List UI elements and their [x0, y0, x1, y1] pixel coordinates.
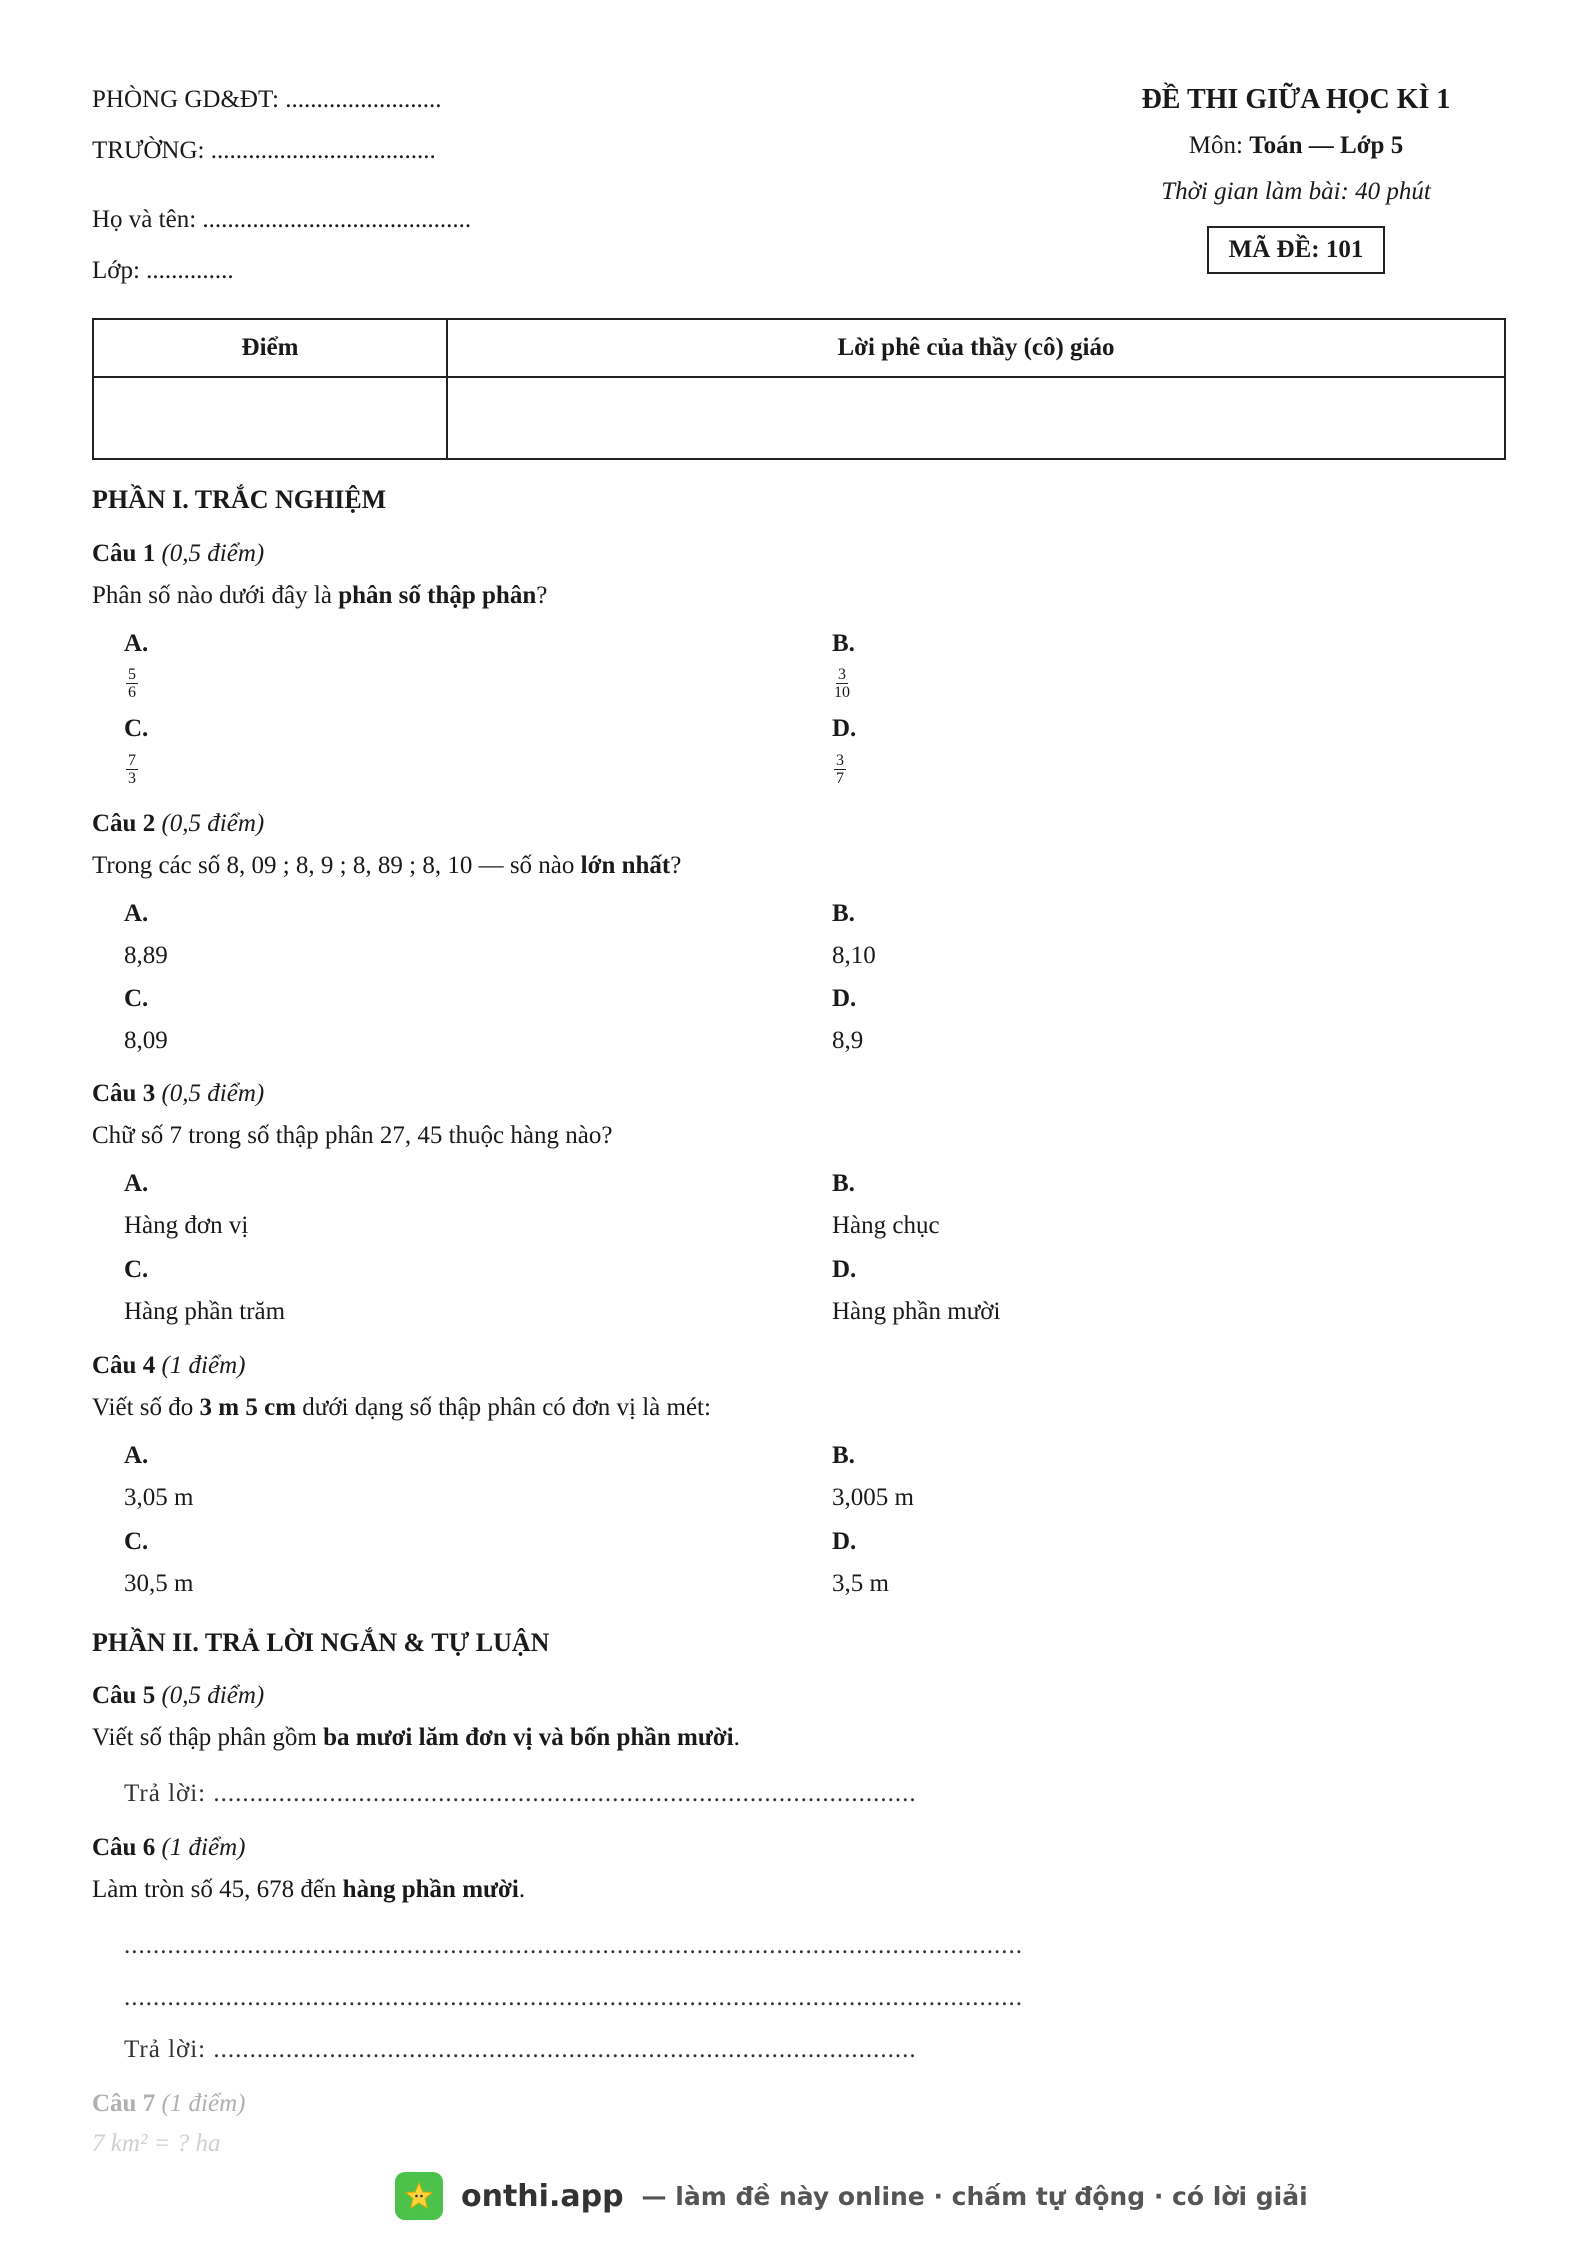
q1-text-post: ? [536, 582, 548, 609]
q5-points: (0,5 điểm) [161, 1682, 265, 1709]
q4-text-post: dưới dạng số thập phân có đơn vị là mét: [296, 1394, 711, 1421]
q2-option-a-label[interactable]: A. [124, 900, 149, 927]
subject-line [1086, 132, 1506, 160]
q3-option-a-label[interactable]: A. [124, 1170, 149, 1197]
q7-label: Câu 7 [92, 2090, 156, 2117]
q6-work-line-1[interactable]: ............................................................................................................................ [124, 1932, 1023, 1959]
q3-option-b-value: Hàng chục [832, 1212, 940, 1239]
fraction-denominator: 10 [834, 684, 850, 701]
exam-code-wrap [1086, 226, 1506, 274]
q4-option-d-label[interactable]: D. [832, 1528, 857, 1555]
grade-col-header: Điểm [93, 319, 447, 377]
q1-option-b-label[interactable]: B. [832, 630, 855, 657]
q6-heading [92, 1834, 245, 1862]
fraction-denominator: 3 [128, 770, 136, 787]
q6-label: Câu 6 [92, 1834, 156, 1861]
grade-cell[interactable] [93, 377, 447, 459]
q4-option-b-label[interactable]: B. [832, 1442, 855, 1469]
q2-text [92, 852, 681, 880]
fraction-denominator: 6 [128, 684, 136, 701]
subject-value: Toán — Lớp 5 [1249, 132, 1404, 159]
fraction-numerator: 7 [128, 752, 136, 769]
q4-option-c-label[interactable]: C. [124, 1528, 149, 1555]
q2-text-post: ? [670, 852, 682, 879]
star-icon [395, 2172, 443, 2220]
q3-option-d-label[interactable]: D. [832, 1256, 857, 1283]
fraction-numerator: 5 [128, 666, 136, 683]
part1-title: PHẦN I. TRẮC NGHIỆM [92, 485, 387, 514]
footer-content[interactable] [395, 2172, 1308, 2220]
ho-ten-field: Họ và tên: ........................................... [92, 206, 472, 233]
q1-option-b-value [834, 666, 850, 701]
q5-label: Câu 5 [92, 1682, 156, 1709]
q5-heading [92, 1682, 264, 1710]
q3-label: Câu 3 [92, 1080, 156, 1107]
time-line [1086, 178, 1506, 206]
q4-text-bold: 3 m 5 cm [199, 1394, 297, 1421]
q1-text-pre: Phân số nào dưới đây là [92, 582, 339, 609]
q2-text-pre: Trong các số 8, 09 ; 8, 9 ; 8, 89 ; 8, 10 — số nào [92, 852, 581, 879]
q3-option-b-label[interactable]: B. [832, 1170, 855, 1197]
q2-option-d-label[interactable]: D. [832, 985, 857, 1012]
q5-text-post: . [733, 1724, 740, 1751]
truong-field: TRƯỜNG: .................................... [92, 137, 436, 164]
q2-option-c-label[interactable]: C. [124, 985, 149, 1012]
q3-option-c-value: Hàng phần trăm [124, 1298, 286, 1325]
q5-text [92, 1724, 740, 1752]
q6-text [92, 1876, 525, 1904]
fraction [126, 752, 138, 787]
fraction [834, 752, 846, 787]
part2-title: PHẦN II. TRẢ LỜI NGẮN & TỰ LUẬN [92, 1628, 550, 1657]
q6-points: (1 điểm) [161, 1834, 246, 1861]
q2-option-a-value: 8,89 [124, 942, 168, 969]
q4-text [92, 1394, 711, 1422]
q7-text: 7 km² = ? ha [92, 2130, 221, 2157]
q4-text-pre: Viết số đo [92, 1394, 200, 1421]
q2-option-b-label[interactable]: B. [832, 900, 855, 927]
lop-field: Lớp: .............. [92, 257, 234, 284]
q4-points: (1 điểm) [161, 1352, 246, 1379]
q2-option-d-value: 8,9 [832, 1027, 864, 1054]
q2-option-c-value: 8,09 [124, 1027, 168, 1054]
q4-option-a-value: 3,05 m [124, 1484, 194, 1511]
q3-text: Chữ số 7 trong số thập phân 27, 45 thuộc hàng nào? [92, 1122, 613, 1149]
q1-option-a-value [126, 666, 138, 701]
exam-title [1086, 84, 1506, 116]
q1-text [92, 582, 547, 610]
q2-points: (0,5 điểm) [161, 810, 265, 837]
q1-option-d-value [834, 752, 846, 787]
time-text: Thời gian làm bài: 40 phút [1161, 178, 1431, 205]
q3-option-c-label[interactable]: C. [124, 1256, 149, 1283]
q5-text-bold: ba mươi lăm đơn vị và bốn phần mười [323, 1724, 734, 1751]
comment-cell[interactable] [447, 377, 1505, 459]
q1-label: Câu 1 [92, 540, 156, 567]
q4-option-b-value: 3,005 m [832, 1484, 914, 1511]
q5-text-pre: Viết số thập phân gồm [92, 1724, 324, 1751]
q4-option-a-label[interactable]: A. [124, 1442, 149, 1469]
q4-option-c-value: 30,5 m [124, 1570, 194, 1597]
q7-points: (1 điểm) [161, 2090, 246, 2117]
grade-table [92, 318, 1506, 460]
fraction [834, 666, 850, 701]
q4-heading [92, 1352, 245, 1380]
exam-title-text: ĐỀ THI GIỮA HỌC KÌ 1 [1141, 84, 1451, 115]
q3-heading [92, 1080, 264, 1108]
q1-option-c-value [126, 752, 138, 787]
q6-work-line-2[interactable]: ............................................................................................................................ [124, 1984, 1023, 2011]
q5-answer-line[interactable]: Trả lời: ................................................................................................. [124, 1780, 917, 1807]
q4-label: Câu 4 [92, 1352, 156, 1379]
q3-option-a-value: Hàng đơn vị [124, 1212, 249, 1239]
brand-name[interactable]: onthi.app [461, 2178, 624, 2214]
q7-heading [92, 2090, 245, 2118]
subject-label: Môn: [1188, 132, 1250, 159]
fraction-denominator: 7 [836, 770, 844, 787]
q3-points: (0,5 điểm) [161, 1080, 265, 1107]
exam-code-box: MÃ ĐỀ: 101 [1207, 226, 1386, 274]
q1-points: (0,5 điểm) [161, 540, 265, 567]
fraction [126, 666, 138, 701]
q2-text-bold: lớn nhất [580, 852, 671, 879]
q1-option-c-label[interactable]: C. [124, 715, 149, 742]
q2-label: Câu 2 [92, 810, 156, 837]
q1-text-bold: phân số thập phân [338, 582, 537, 609]
footer-banner [0, 2166, 1586, 2244]
q3-option-d-value: Hàng phần mười [832, 1298, 1001, 1325]
fraction-numerator: 3 [838, 666, 846, 683]
q6-text-post: . [518, 1876, 526, 1903]
q4-option-d-value: 3,5 m [832, 1570, 889, 1597]
q1-heading [92, 540, 264, 568]
phong-gd-field: PHÒNG GD&ĐT: ......................... [92, 86, 442, 113]
footer-tagline: — làm đề này online · chấm tự động · có lời giải [641, 2181, 1308, 2211]
q1-option-a-label[interactable]: A. [124, 630, 149, 657]
q2-heading [92, 810, 264, 838]
q6-text-bold: hàng phần mười [342, 1876, 519, 1903]
q6-answer-line[interactable]: Trả lời: ................................................................................................. [124, 2036, 917, 2063]
q6-text-pre: Làm tròn số 45, 678 đến [92, 1876, 343, 1903]
comment-col-header: Lời phê của thầy (cô) giáo [447, 319, 1505, 377]
q1-option-d-label[interactable]: D. [832, 715, 857, 742]
fraction-numerator: 3 [836, 752, 844, 769]
q2-option-b-value: 8,10 [832, 942, 876, 969]
